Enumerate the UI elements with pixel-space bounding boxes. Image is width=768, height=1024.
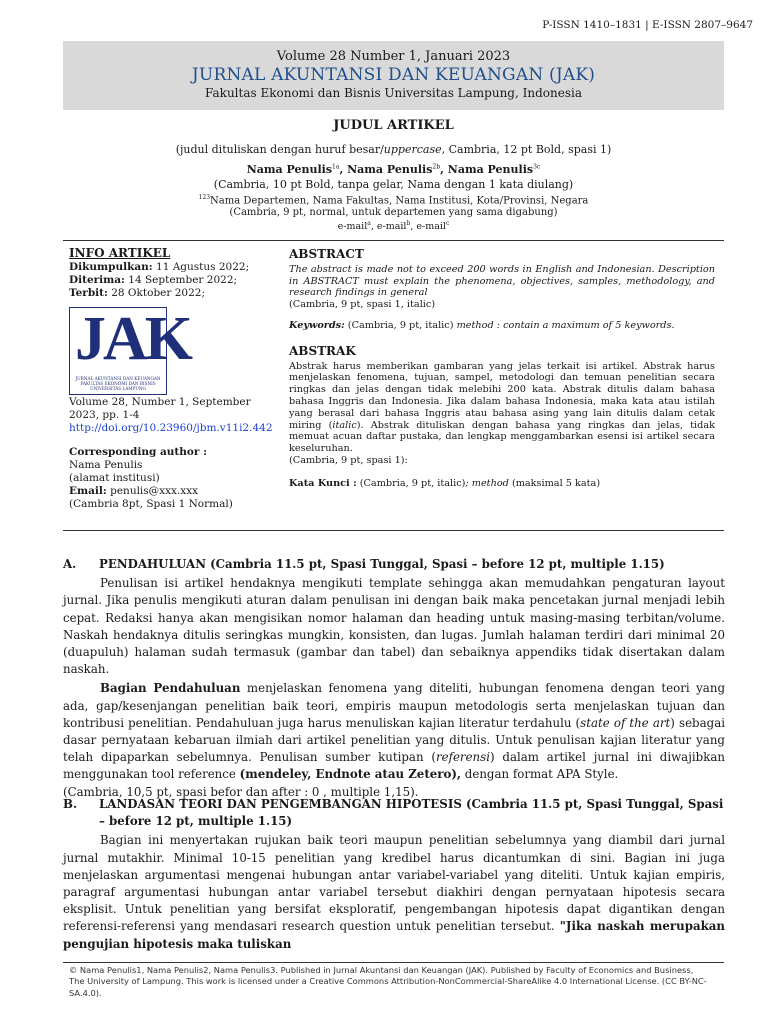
author-name: Nama Penulis bbox=[447, 163, 534, 176]
abstract-heading: ABSTRACT bbox=[289, 247, 364, 261]
journal-name: JURNAL AKUNTANSI DAN KEUANGAN (JAK) bbox=[191, 65, 596, 85]
abstrak-note: (Cambria, 9 pt, spasi 1): bbox=[289, 454, 408, 466]
date-published: Terbit: 28 Oktober 2022; bbox=[69, 287, 205, 299]
keywords: Keywords: (Cambria, 9 pt, italic) method : contain a maximum of 5 keywords. bbox=[289, 319, 675, 331]
author-note: (Cambria, 10 pt Bold, tanpa gelar, Nama dengan 1 kata diulang) bbox=[213, 178, 574, 191]
date-accepted: Diterima: 14 September 2022; bbox=[69, 274, 238, 286]
article-info bbox=[69, 247, 277, 511]
paragraph: Bagian Pendahuluan menjelaskan fenomena yang diteliti, hubungan fenomena dengan teori yang ada, gap/kesenjangan penelitian baik teori, empiris maupun metodologis serta menjelaskan tujuan dan kontribusi penelitian. Pendahuluan juga harus menuliskan kajian literatur terdahulu (state of the art) sebagai dasar pernyataan kebaruan ilmiah dari artikel penelitian yang ditulis. Untuk penulisan kajian literatur yang telah dipaparkan sebelumnya. Penulisan sumber kutipan (referensi) dalam artikel jurnal ini diwajibkan menggunakan tool reference (mendeley, Endnote atau Zetero), dengan format APA Style. bbox=[63, 681, 725, 782]
corr-note: (Cambria 8pt, Spasi 1 Normal) bbox=[69, 498, 233, 510]
corr-name: Nama Penulis bbox=[69, 459, 143, 471]
paragraph: Penulisan isi artikel hendaknya mengikuti template sehingga akan memudahkan pengaturan layout jurnal. Jika penulis mengikuti aturan dalam penulisan ini dengan baik maka pencetakan jurnal menjadi lebih cepat. Redaksi hanya akan mengisikan nomor halaman dan heading untuk masing-masing terbitan/volume. Naskah hendaknya ditulis seringkas mungkin, konsisten, dan lugas. Jumlah halaman terdiri dari minimal 20 (duapuluh) halaman sudah termasuk (gambar dan tabel) dan sebaiknya appendiks tidak disertakan dalam naskah. bbox=[63, 576, 725, 677]
paragraph-note: (Cambria, 10,5 pt, spasi befor dan after : 0 , multiple 1,15). bbox=[63, 784, 419, 799]
divider-top bbox=[63, 240, 724, 241]
citation: Volume 28, Number 1, September 2023, pp. 1-4 bbox=[69, 396, 251, 421]
email-list: e-mail$^a$, e-mail$^b$, e-mail$^c$ bbox=[337, 220, 450, 233]
abstract-note: (Cambria, 9 pt, spasi 1, italic) bbox=[289, 299, 436, 311]
title-note: (judul dituliskan dengan huruf besar/uppercase, Cambria, 12 pt Bold, spasi 1) bbox=[175, 143, 612, 156]
abstract-text: The abstract is made not to exceed 200 words in English and Indonesian. Description in ABSTRACT must explain the phenomena, objectives, samples, methodology, and research findings in general bbox=[289, 263, 715, 299]
faculty-line: Fakultas Ekonomi dan Bisnis Universitas Lampung, Indonesia bbox=[205, 86, 582, 100]
corr-address: (alamat institusi) bbox=[69, 472, 160, 484]
section-pendahuluan bbox=[63, 556, 725, 801]
section-a-heading: A. PENDAHULUAN (Cambria 11.5 pt, Spasi Tunggal, Spasi – before 12 pt, multiple 1.15) bbox=[63, 557, 665, 571]
paragraph: Bagian ini menyertakan rujukan baik teori maupun penelitian sebelumnya yang diambil dari jurnal jurnal mutakhir. Minimal 10-15 penelitian yang kredibel harus dicantumkan di sini. Bagian ini juga menjelaskan argumentasi mengenai hubungan antar variabel-variabel yang diteliti. Untuk kajian empiris, paragraf argumentasi hubungan antar variabel tersebut diakhiri dengan pernyataan hipotesis secara eksplisit. Untuk penelitian yang bersifat eksploratif, pengembangan hipotesis dapat digantikan dengan referensi-referensi yang mendasari research question untuk penelitian tersebut. "Jika naskah merupakan pengujian hipotesis maka tuliskan bbox=[63, 833, 725, 951]
issn-line: P-ISSN 1410–1831 | E-ISSN 2807–9647 bbox=[542, 19, 753, 31]
section-b-heading: B. LANDASAN TEORI DAN PENGEMBANGAN HIPOTESIS (Cambria 11.5 pt, Spasi Tunggal, Spasi – before 12 pt, multiple 1.15) bbox=[63, 797, 724, 829]
doi-link[interactable]: http://doi.org/10.23960/jbm.v11i2.442 bbox=[69, 422, 273, 434]
divider-abstract bbox=[63, 530, 724, 531]
info-heading: INFO ARTIKEL bbox=[69, 246, 171, 260]
jak-logo: JAK JURNAL AKUNTANSI DAN KEUANGAN FAKULTAS EKONOMI DAN BISNIS UNIVERSITAS LAMPUNG bbox=[69, 307, 167, 395]
corr-email: Email: penulis@xxx.xxx bbox=[69, 485, 199, 497]
author-name: Nama Penulis bbox=[246, 163, 333, 176]
kata-kunci: Kata Kunci : (Cambria, 9 pt, italic); method (maksimal 5 kata) bbox=[289, 477, 601, 489]
affiliation: $^{123}$Nama Departemen, Nama Fakultas, Nama Institusi, Kota/Provinsi, Negara bbox=[198, 194, 589, 207]
article-title: JUDUL ARTIKEL bbox=[333, 118, 454, 133]
volume-line: Volume 28 Number 1, Januari 2023 bbox=[276, 49, 511, 64]
section-landasan-teori bbox=[63, 796, 725, 953]
corresponding-heading: Corresponding author : bbox=[69, 446, 207, 458]
abstrak-text: Abstrak harus memberikan gambaran yang jelas terkait isi artikel. Abstrak harus menjelaskan fenomena, tujuan, sampel, metodologi dan temuan penelitian secara ringkas dan jelas dengan tidak melebihi 200 kata. Abstrak ditulis dalam bahasa bahasa Inggris dan Indonesia. Jika dalam bahasa Indonesia, maka kata atau istilah yang berasal dari bahasa Inggris atau bahasa asing yang lain ditulis dalam cetak miring (italic). Abstrak dituliskan dengan bahasa yang ringkas dan jelas, tidak memuat acuan daftar pustaka, dan lengkap menggambarkan esensi isi artikel secara keseluruhan. bbox=[289, 360, 715, 455]
journal-banner bbox=[63, 41, 724, 110]
date-submitted: Dikumpulkan: 11 Agustus 2022; bbox=[69, 261, 250, 273]
author-name: Nama Penulis bbox=[347, 163, 433, 176]
author-list: Nama Penulis$^{1a}$, Nama Penulis$^{2b}$, Nama Penulis$^{3c}$ bbox=[246, 163, 541, 176]
abstract-column bbox=[289, 249, 715, 490]
abstrak-heading: ABSTRAK bbox=[289, 343, 356, 358]
license-footer: © Nama Penulis1, Nama Penulis2, Nama Penulis3. Published in Jurnal Akuntansi dan Keuangan (JAK). Published by Faculty of Economics and Business, The University of Lampung. This work is licensed under a Creative Commons Attribution-NonCommercial-ShareAlike 4.0 International License. (CC BY-NC-SA.4.0). bbox=[69, 965, 707, 998]
divider-footer bbox=[63, 962, 724, 963]
affiliation-note: (Cambria, 9 pt, normal, untuk departemen yang sama digabung) bbox=[229, 207, 558, 218]
